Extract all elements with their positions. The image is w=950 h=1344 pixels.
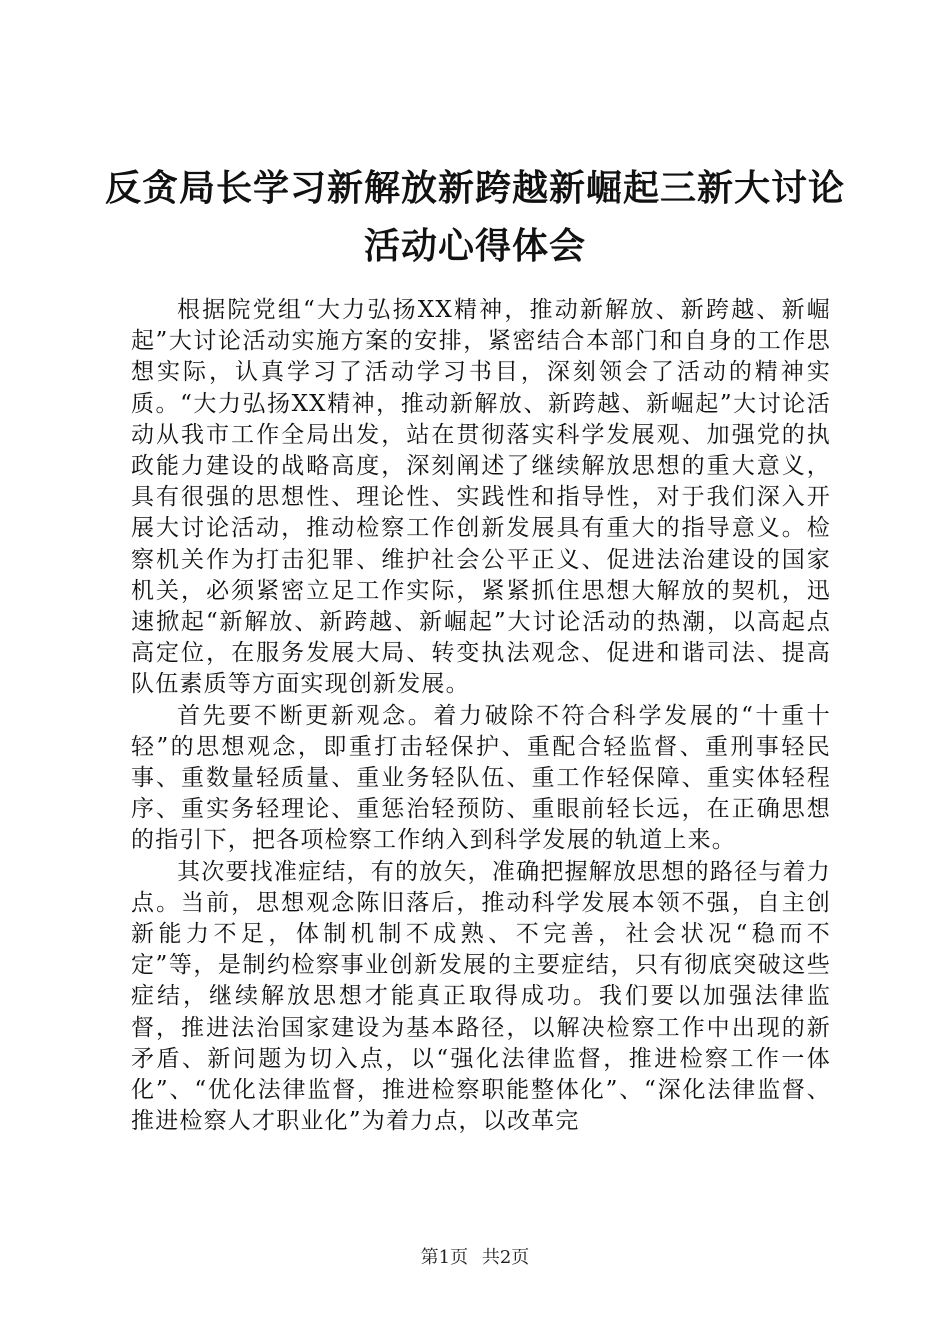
body-paragraph-3: 其次要找准症结，有的放矢，准确把握解放思想的路径与着力点。当前，思想观念陈旧落后，推动科学发展本领不强，自主创新能力不足，体制机制不成熟、不完善，社会状况“稳而不定”等，是制约检察事业创新发展的主要症结，只有彻底突破这些症结，继续解放思想才能真正取得成功。我们要以加强法律监督，推进法治国家建设为基本路径，以解决检察工作中出现的新矛盾、新问题为切入点，以“强化法律监督，推进检察工作一体化”、“优化法律监督，推进检察职能整体化”、“深化法律监督、推进检察人才职业化”为着力点，以改革完 xyxy=(131,858,831,1135)
page-footer xyxy=(0,1243,950,1269)
document-body xyxy=(131,295,831,1137)
page-total: 共2页 xyxy=(481,1247,530,1268)
page-number: 第1页 xyxy=(420,1247,469,1268)
document-title-line2: 活动心得体会 xyxy=(363,225,586,267)
body-paragraph-2: 首先要不断更新观念。着力破除不符合科学发展的“十重十轻”的思想观念，即重打击轻保护、重配合轻监督、重刑事轻民事、重数量轻质量、重业务轻队伍、重工作轻保障、重实体轻程序、重实务轻理论、重惩治轻预防、重眼前轻长远，在正确思想的指引下，把各项检察工作纳入到科学发展的轨道上来。 xyxy=(131,702,831,854)
body-paragraph-1: 根据院党组“大力弘扬XX精神，推动新解放、新跨越、新崛起”大讨论活动实施方案的安排，紧密结合本部门和自身的工作思想实际，认真学习了活动学习书目，深刻领会了活动的精神实质。“大力弘扬XX精神，推动新解放、新跨越、新崛起”大讨论活动从我市工作全局出发，站在贯彻落实科学发展观、加强党的执政能力建设的战略高度，深刻阐述了继续解放思想的重大意义，具有很强的思想性、理论性、实践性和指导性，对于我们深入开展大讨论活动，推动检察工作创新发展具有重大的指导意义。检察机关作为打击犯罪、维护社会公平正义、促进法治建设的国家机关，必须紧密立足工作实际，紧紧抓住思想大解放的契机，迅速掀起“新解放、新跨越、新崛起”大讨论活动的热潮，以高起点高定位，在服务发展大局、转变执法观念、促进和谐司法、提高队伍素质等方面实现创新发展。 xyxy=(131,297,831,698)
document-title-line1: 反贪局长学习新解放新跨越新崛起三新大讨论 xyxy=(104,167,845,209)
